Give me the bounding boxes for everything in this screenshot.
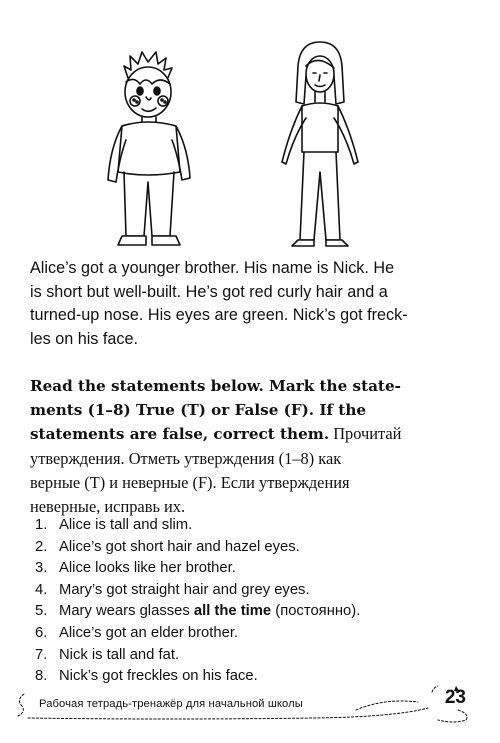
statement-text: Alice looks like her brother. [59, 560, 236, 577]
statement-text: Alice’s got short hair and hazel eyes. [59, 538, 300, 555]
statement-number: 5. [35, 603, 48, 620]
statement-item [35, 558, 360, 580]
statement-number: 2. [35, 538, 48, 555]
statement-text: Mary’s got straight hair and grey eyes. [59, 581, 310, 598]
statement-item [35, 645, 360, 667]
statement-text: Alice’s got an elder brother. [59, 624, 239, 641]
boy-figure [108, 52, 190, 245]
instruction-line [30, 447, 462, 471]
statement-item [35, 515, 360, 537]
statement-text: Nick is tall and fat. [59, 646, 180, 663]
instruction-russian: утверждения. Отметь утверждения (1–8) как [30, 448, 342, 468]
statement-list [35, 515, 360, 688]
statement-text: Alice is tall and slim. [59, 517, 193, 533]
instruction-line [30, 422, 462, 446]
illustration [100, 40, 400, 252]
statement-number: 8. [35, 668, 48, 685]
instruction-english: statements are false, correct them. [30, 425, 330, 444]
task-instruction [30, 374, 462, 519]
passage-line: les on his face. [30, 329, 138, 348]
page-number: 23 [444, 687, 466, 708]
instruction-english: ments (1–8) True (T) or False (F). If the [30, 401, 367, 420]
statement-text: Nick’s got freckles on his face. [59, 668, 258, 685]
girl-figure [282, 42, 358, 246]
instruction-english: Read the statements below. Mark the state- [30, 377, 401, 395]
passage-line: Alice’s got a younger brother. His name is Nick. He [30, 259, 395, 277]
statement-item [35, 537, 360, 559]
statement-emphasis: all the time [193, 603, 272, 620]
instruction-line [30, 374, 462, 398]
footer-title: Рабочая тетрадь-тренажёр для начальной школы [39, 698, 303, 710]
instruction-line [30, 398, 462, 422]
statement-item [35, 601, 360, 623]
page-footer [14, 684, 488, 724]
statement-item [35, 623, 360, 645]
instruction-russian: верные (T) и неверные (F). Если утверждения [30, 472, 350, 492]
statement-number: 6. [35, 624, 48, 641]
statement-text: Mary wears glasses [59, 603, 194, 620]
statement-number: 3. [35, 560, 48, 577]
instruction-russian: Прочитай [329, 424, 402, 444]
statement-number: 1. [35, 517, 48, 533]
passage-line: is short but well-built. He’s got red curly hair and a [30, 282, 388, 301]
statement-note: (постоянно). [271, 603, 361, 620]
reading-passage [30, 257, 457, 351]
instruction-line [30, 471, 462, 495]
statement-number: 7. [35, 646, 48, 663]
instruction-russian: неверные, исправь их. [30, 497, 186, 517]
statement-number: 4. [35, 581, 48, 598]
statement-item [35, 580, 360, 602]
passage-line: turned-up nose. His eyes are green. Nick’s got freck- [30, 306, 408, 324]
